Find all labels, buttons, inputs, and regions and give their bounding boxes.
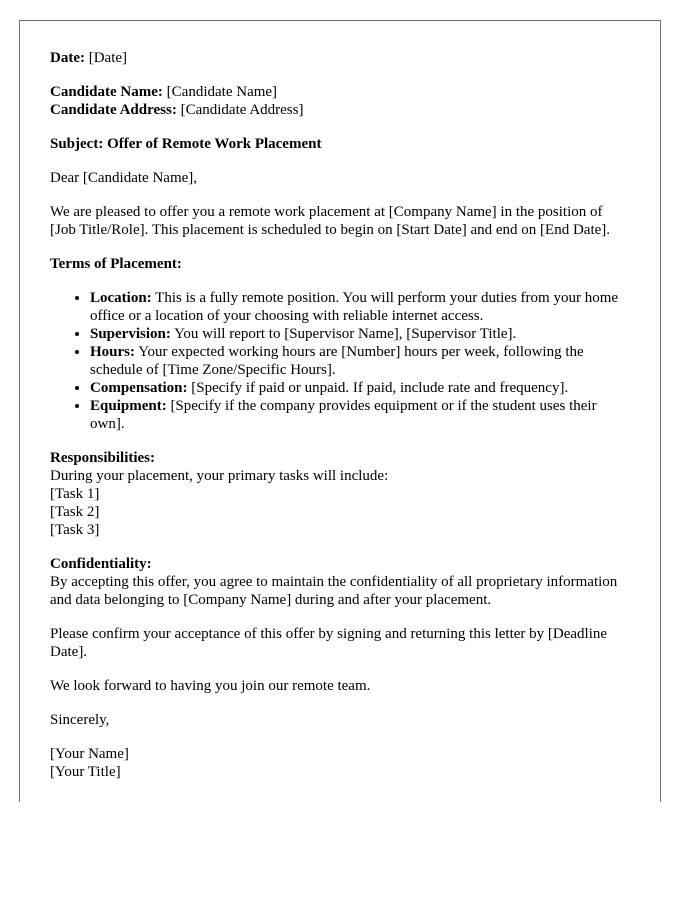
term-item-hours [90, 343, 630, 379]
term-label: Compensation: [90, 380, 188, 396]
signer-title: [Your Title] [50, 764, 121, 780]
confidentiality-section [50, 555, 630, 609]
terms-list [50, 289, 630, 433]
responsibilities-heading: Responsibilities: [50, 450, 156, 466]
intro-paragraph: We are pleased to offer you a remote work placement at [Company Name] in the position of [Job Title/Role]. This placement is scheduled to begin on [Start Date] and end on [End Date]. [50, 204, 611, 238]
candidate-name-label: Candidate Name: [50, 84, 163, 100]
subject-line [50, 135, 630, 153]
signoff: Sincerely, [50, 712, 110, 728]
candidate-address-value: [Candidate Address] [180, 102, 304, 118]
closing-paragraph: We look forward to having you join our remote team. [50, 678, 371, 694]
term-item-equipment [90, 397, 630, 433]
term-label: Hours: [90, 344, 135, 360]
term-text: [Specify if the company provides equipment or if the student uses their own]. [90, 398, 597, 432]
terms-heading-text: Terms of Placement: [50, 256, 182, 272]
date-label: Date: [50, 50, 85, 66]
candidate-name-value: [Candidate Name] [166, 84, 278, 100]
confidentiality-text: By accepting this offer, you agree to maintain the confidentiality of all proprietary information and data belonging to [Company Name] during and after your placement. [50, 574, 618, 608]
responsibilities-intro: During your placement, your primary tasks will include: [50, 468, 389, 484]
term-item-supervision [90, 325, 630, 343]
task-item: [Task 2] [50, 504, 100, 520]
offer-letter [19, 20, 661, 802]
term-label: Location: [90, 290, 152, 306]
term-text: [Specify if paid or unpaid. If paid, include rate and frequency]. [191, 380, 569, 396]
candidate-address-label: Candidate Address: [50, 102, 177, 118]
signature-block [50, 745, 630, 781]
term-item-location [90, 289, 630, 325]
subject-text: Subject: Offer of Remote Work Placement [50, 136, 322, 152]
date-line [50, 49, 630, 67]
date-value: [Date] [88, 50, 128, 66]
task-item: [Task 1] [50, 486, 100, 502]
term-text: Your expected working hours are [Number] hours per week, following the schedule of [Time Zone/Specific Hours]. [90, 344, 584, 378]
salutation: Dear [Candidate Name], [50, 170, 198, 186]
signer-name: [Your Name] [50, 746, 129, 762]
confirm-paragraph: Please confirm your acceptance of this offer by signing and returning this letter by [Deadline Date]. [50, 626, 608, 660]
task-item: [Task 3] [50, 522, 100, 538]
term-text: You will report to [Supervisor Name], [Supervisor Title]. [174, 326, 517, 342]
responsibilities-section [50, 449, 630, 539]
term-label: Supervision: [90, 326, 171, 342]
terms-heading [50, 255, 630, 273]
confidentiality-heading: Confidentiality: [50, 556, 152, 572]
term-label: Equipment: [90, 398, 167, 414]
term-item-compensation [90, 379, 630, 397]
candidate-block [50, 83, 630, 119]
term-text: This is a fully remote position. You will perform your duties from your home office or a location of your choosing with reliable internet access. [90, 290, 619, 324]
